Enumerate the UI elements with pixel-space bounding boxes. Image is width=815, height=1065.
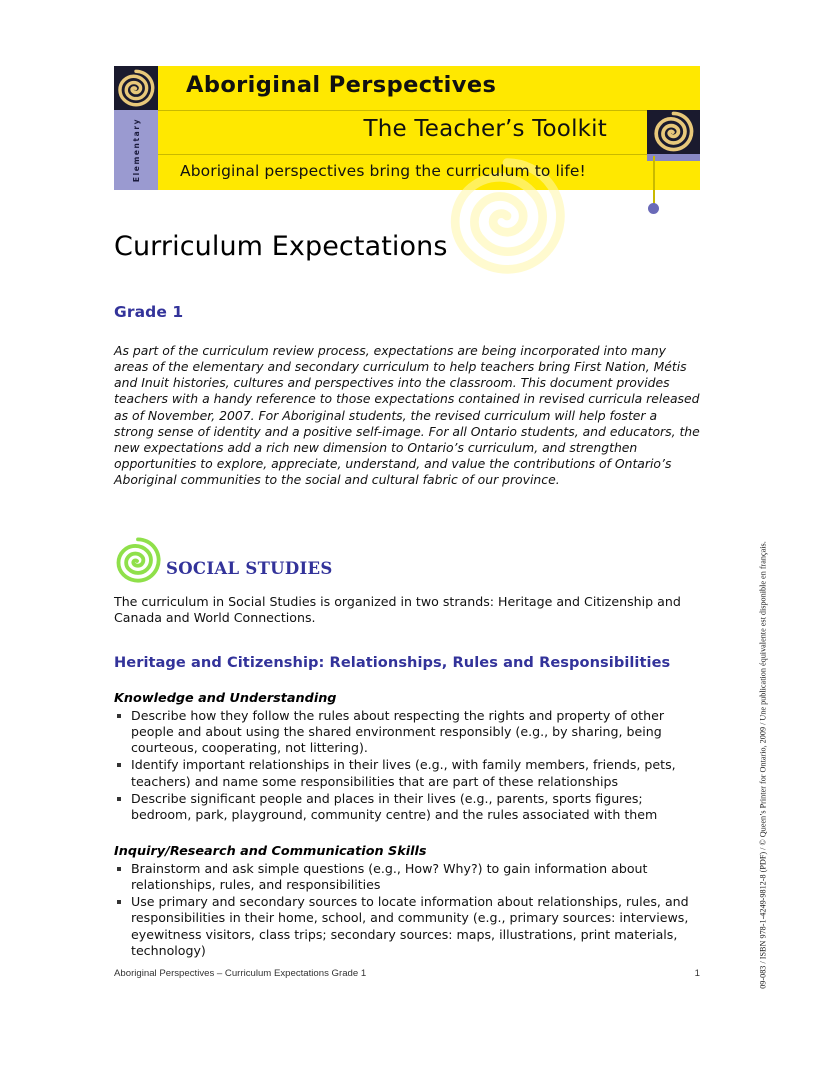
banner-elementary-label: Elementary bbox=[131, 117, 141, 183]
list-item bbox=[114, 791, 700, 824]
strand-heading: Heritage and Citizenship: Relationships, Rules and Responsibilities bbox=[114, 653, 671, 671]
category-heading: Knowledge and Understanding bbox=[114, 690, 337, 706]
banner-left-logo bbox=[114, 66, 158, 110]
side-imprint-text: 09-083 / ISBN 978-1-4249-9812-8 (PDF) / © Queen’s Printer for Ontario, 2009 / Une publication équivalente est disponible en français. bbox=[758, 541, 768, 989]
list-item bbox=[114, 757, 700, 790]
list-item bbox=[114, 894, 700, 959]
footer-page-number: 1 bbox=[694, 968, 700, 979]
green-spiral-icon bbox=[114, 536, 162, 584]
banner-title-primary: Aboriginal Perspectives bbox=[186, 72, 497, 98]
banner-title-secondary: The Teacher’s Toolkit bbox=[363, 116, 607, 142]
expectation-text: Describe how they follow the rules about respecting the rights and property of other people and about using the shared environment responsibly (e.g., by sharing, being courteous, cooperating, not littering). bbox=[131, 707, 665, 756]
category-heading: Inquiry/Research and Communication Skills bbox=[114, 843, 427, 859]
footer-title: Aboriginal Perspectives – Curriculum Expectations Grade 1 bbox=[114, 968, 367, 979]
grade-heading: Grade 1 bbox=[114, 302, 184, 321]
banner-right-logo-underbar bbox=[647, 154, 700, 161]
spiral-icon bbox=[117, 69, 155, 107]
subject-header-row bbox=[114, 536, 700, 586]
banner-tagline: Aboriginal perspectives bring the curriculum to life! bbox=[180, 162, 586, 180]
square-bullet-icon bbox=[117, 797, 121, 801]
spiral-icon bbox=[653, 111, 694, 152]
list-item bbox=[114, 861, 700, 894]
square-bullet-icon bbox=[117, 867, 121, 871]
expectation-text: Use primary and secondary sources to locate information about relationships, rules, and responsibilities in their home, school, and community (e.g., primary sources: interviews, eyewitness visitors, class trips; secondary sources: maps, illustrations, print materials, technology) bbox=[131, 894, 689, 959]
square-bullet-icon bbox=[117, 900, 121, 904]
side-imprint-note bbox=[754, 535, 772, 995]
square-bullet-icon bbox=[117, 763, 121, 767]
subject-description: The curriculum in Social Studies is organized in two strands: Heritage and Citizenship and Canada and World Connections. bbox=[114, 593, 681, 626]
banner-drop-line bbox=[653, 156, 655, 206]
banner-elementary-tab bbox=[114, 110, 158, 190]
document-content bbox=[114, 232, 700, 960]
expectation-text: Identify important relationships in their lives (e.g., with family members, friends, pets, teachers) and name some responsibilities that are part of these relationships bbox=[131, 757, 676, 789]
banner-drop-dot bbox=[648, 203, 659, 214]
expectation-text: Brainstorm and ask simple questions (e.g., How? Why?) to gain information about relationships, rules, and responsibilities bbox=[131, 860, 648, 892]
banner-right-logo bbox=[647, 110, 700, 154]
subject-title: SOCIAL STUDIES bbox=[166, 558, 333, 578]
list-item bbox=[114, 708, 700, 757]
intro-paragraph: As part of the curriculum review process, expectations are being incorporated into many areas of the elementary and secondary curriculum to help teachers bring First Nation, Métis and Inuit histories, cultures and perspectives into the classroom. This document provides teachers with a handy reference to those expectations contained in revised curricula released as of November, 2007. For Aboriginal students, the revised curriculum will help foster a strong sense of identity and a positive self-image. For all Ontario students, and educators, the new expectations add a rich new dimension to Ontario’s curriculum, and strengthen opportunities to explore, appreciate, understand, and value the contributions of Ontario’s Aboriginal communities to the social and cultural fabric of our province. bbox=[114, 342, 700, 488]
page-footer bbox=[114, 968, 700, 979]
banner-divider-top bbox=[158, 110, 647, 111]
banner-divider-bottom bbox=[158, 154, 647, 155]
expectation-text: Describe significant people and places in their lives (e.g., parents, sports figures; bedroom, park, playground, community centre) and the rules associated with them bbox=[131, 791, 658, 823]
expectation-list bbox=[114, 861, 700, 960]
page-title: Curriculum Expectations bbox=[114, 231, 448, 262]
square-bullet-icon bbox=[117, 714, 121, 718]
expectation-list bbox=[114, 708, 700, 824]
header-banner bbox=[114, 66, 700, 190]
